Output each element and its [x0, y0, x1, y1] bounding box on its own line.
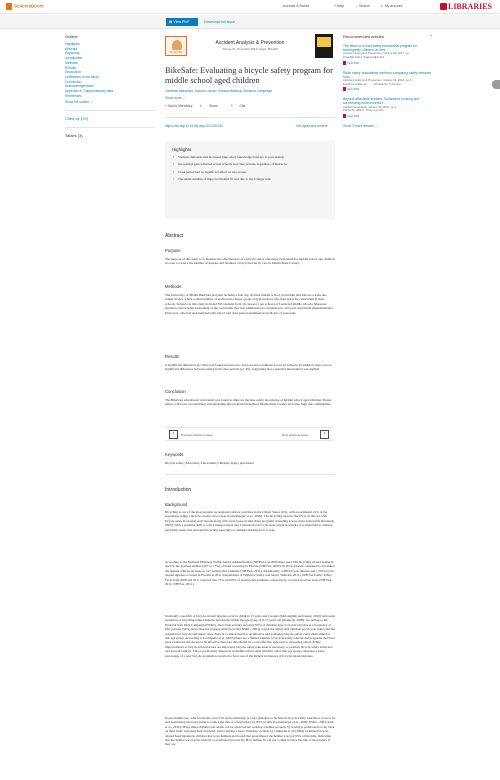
show-full-outline-link[interactable]: Show full outline ⌄: [65, 100, 93, 105]
keywords-heading: Keywords: [165, 452, 184, 457]
outline-item[interactable]: Conclusion: [65, 79, 82, 84]
outline-sidebar: [65, 34, 155, 138]
outline-item[interactable]: Abstract: [65, 46, 78, 51]
journal-header: [165, 34, 335, 60]
introduction-heading: Introduction: [165, 487, 192, 493]
outline-item[interactable]: References: [65, 93, 82, 98]
sciencedirect-logo[interactable]: ScienceDirect: [6, 3, 44, 10]
cited-by-link[interactable]: Cited by (29): [65, 116, 88, 122]
chevron-right-icon: ›: [323, 431, 326, 437]
chevron-left-icon: ‹: [172, 431, 175, 437]
user-icon: ☺: [380, 4, 384, 8]
elsevier-tree-icon: [6, 3, 12, 10]
journal-title[interactable]: Accident Analysis & Prevention: [215, 40, 285, 46]
tables-link[interactable]: Tables (3): [65, 133, 83, 139]
library-icon: [440, 3, 447, 10]
outline-item[interactable]: Keywords: [65, 51, 80, 56]
purpose-heading: Purpose: [165, 248, 181, 253]
recommended-item: [343, 44, 433, 65]
doi-link[interactable]: https://doi.org/10.1016/j.aap.2013.08.022: [165, 124, 224, 128]
outline-item[interactable]: Discussion: [65, 70, 81, 75]
share-button[interactable]: ⇪ Share: [199, 104, 218, 108]
highlight-item: • Knowledge gain achieved across schools and class periods, regardless of instructor.: [172, 162, 328, 166]
outline-item[interactable]: Results: [65, 65, 76, 70]
share-icon: ⇪: [199, 104, 203, 108]
keywords-list: Bicycle safety; Education; Curriculum; Children; Injury prevention: [165, 461, 254, 465]
methods-heading: Methods: [165, 284, 182, 289]
recommended-source: Accident Analysis & Prevention, Volume 98, 2017, pp…: [343, 51, 412, 56]
next-article-link[interactable]: Next article in issue: [282, 433, 309, 437]
pdf-icon: ▤: [169, 20, 173, 24]
outline-item[interactable]: Introduction: [65, 56, 83, 61]
recommended-authors: Kai Rove Andersen, … , Christopher S. Dreher: [343, 81, 401, 86]
recommended-source: Applied Geography, Volume 45, 2021, pp 2…: [343, 104, 400, 109]
show-more-link[interactable]: Show more ⌄: [165, 96, 186, 100]
view-pdf-link[interactable]: View PDF: [343, 114, 433, 118]
divider: [65, 110, 155, 111]
previous-article-link[interactable]: Previous article in issue: [181, 433, 213, 437]
intro-paragraph: Bicycling is one of the most popular recreational outdoor activities in the United States (US), with an estimated 41% of the population riding a bicycle at least once a year (Gottenberger et al., 2009). The bicycling trend in the US is on the rise with bicycle sales increasing each decade along with an increase in bike share programs spreading across cities nationwide (Kennedy, 2008). With a potential shift to active transportation and a national focus to increase physical activity, it is important to address the safety issues that surround bicycling especially to children learning how to ride.: [165, 510, 335, 532]
abstract-heading: Abstract: [165, 233, 184, 239]
download-issue-link[interactable]: Download full issue: [204, 20, 235, 24]
outline-item[interactable]: Methods: [65, 60, 78, 65]
outline-item[interactable]: Appendix A. Supplementary data: [65, 89, 114, 94]
article-navigation: [165, 427, 333, 441]
intro-paragraph: According to the National Highway Traffic Safety Administration (NHTSA), in 2009 there were 630 bicycling related deaths in the US, the greatest number (107 or 17%) of them occurring in Florida (NHTSA, 2009). In 2010, Florida continued to be ranked the highest with an increase to 127 pedalcyclist fatalities (NHTSA, 2011). Additionally, 2,000 bicycle injuries and 1,700 bicycle related injuries occurred in Florida in 2011 (Department of Highway Safety and Motor Vehicles, 2011). NHTSA Traffic Safety Facts from 2008 and 2011 reported that 72% and 69% of pedalcyclist fatalities, respectively, occurred in urban areas (NHTSA, 2011; NHTSA, 2011).: [165, 560, 335, 587]
recommended-title[interactable]: Beyond affordable shelters: Subsidized housing and surrounding environments f…: [343, 97, 420, 106]
results-heading: Results: [165, 354, 179, 359]
add-to-mendeley-button[interactable]: + Add to Mendeley: [165, 104, 193, 108]
highlights-heading: Highlights: [172, 147, 192, 152]
quote-icon: ❝: [230, 104, 233, 108]
recommended-source: Accident Analysis & Prevention, Volume 62, 2014, pp 1…: [343, 78, 414, 82]
author-list[interactable]: Jonathan Macarthur, Antonio Laredo, Viviana Mallorca, Susanna Campestre: [165, 89, 273, 93]
top-bar: [0, 0, 500, 14]
chevron-down-icon: ⌄: [182, 96, 186, 100]
article-actions: [165, 104, 257, 108]
elsevier-logo[interactable]: ELSEVIER: [165, 36, 187, 56]
next-article-button[interactable]: [320, 430, 329, 439]
view-pdf-link[interactable]: View PDF: [343, 61, 433, 65]
search-icon: ⌕: [356, 4, 358, 8]
previous-article-button[interactable]: [169, 430, 178, 439]
help-link[interactable]: ? Help: [334, 4, 345, 8]
libraries-badge[interactable]: LIBRARIES: [440, 2, 492, 11]
chevron-down-icon: ⌄: [89, 100, 93, 105]
recommended-authors: Tiina Riis Karut, Saarel Adjimohd: [343, 55, 384, 59]
recommended-heading: Recommended articles ⌃: [343, 34, 433, 39]
intro-paragraph: Proper helmet use, which includes correct fit and positioning, is a key principle to include in bicycle safety education. Correct fit and positioning has been found to reduce the risk of a head injury by 85% in falls (Gottenberger et al., 2008; NSKC, 2004; Kim et al., 2010). Many times children and adults can be observed not wearing a helmet properly by having it positioned too far back on their head, exposing their forehead, and/or having a loose chinstrap. A study by Gilmartin et al. (2009) examined bicycle-related head injuries in children that wore helmets and found that upon impact the helmet was lost 93% of the time, indicating that the helmet was not the right fit or positioned incorrectly. How helmet fit can put a child at twice the risk of head injury if they are: [165, 716, 335, 747]
get-rights-link[interactable]: Get rights and content: [296, 124, 328, 128]
divider: [165, 474, 335, 475]
view-pdf-link[interactable]: View PDF: [343, 87, 433, 91]
chevron-down-icon: ⌄: [374, 123, 378, 128]
methods-text: The University of Miami BikeSafe program includes a four day off-bike middle school curriculum that follows a train-the-trainer model, where a small number of staff trains a larger group of gym teachers who then teach the curriculum in their schools. Subjects in this study included 393 students from 16 classes (1 per school) at 6 selected middle schools. Measures included a knowledge assessment of the curriculum that was administered to students pre- and post-curriculum implementation. Data were collected and analyzed with school and class period examined as predictors of post-tests.: [165, 293, 334, 315]
cite-button[interactable]: ❝ Cite: [230, 104, 246, 108]
intro-paragraph: Nationally, one-fifth of bicycle-related injuries occur in children 15 years and younger (McLaughlin and Glang, 2010) with peak incidence of bicycling-related injuries and deaths within the age group of 9-15 years old (Kennedy, 2008). According to the National Safe Kids Campaign (NSKC), more than seventy percent (70%) of children ages 5-14 ride bicycles at a frequency of fifty percent (50%) more than the average adult bicyclist (NSKC, 2004). Given the ability that children are bicycle riders and the potential for bicycle and injury rates, there is a critical need for an effective and evaluated bicycle safety curriculum aimed at this age group. According to Lachapelle et al. (2003) there are a limited number of bicycle safety educational programs that have been evaluated and shown to be effective therefore this should be a cost effective approach to increasing safety. While improvements to bicycle infrastructure are important, bicycle safety education is necessary to promote bicycle safety behaviors and prevent injuries. This is particularly important in middle school aged children, since this age group comprises a large percentage of a new bicycle population reported to have one of the highest incidences of bicycle related injuries.: [165, 614, 335, 658]
highlights-box: [165, 141, 335, 219]
view-pdf-button[interactable]: ▤ View PDF: [166, 18, 198, 26]
journal-volume-info[interactable]: Volume 61, December 2013, Pages 352-360: [222, 47, 278, 51]
recommended-item: [343, 71, 433, 92]
background-heading: Background: [165, 502, 188, 507]
recommended-title[interactable]: The effect of a road safety educational program for kindergarten children on their…: [343, 44, 417, 53]
feedback-tab[interactable]: [492, 80, 500, 89]
outline-heading: Outline: [65, 34, 78, 39]
highlight-item: • Class period had no significant effect on test scores.: [172, 170, 328, 174]
journals-books-link[interactable]: Journals & Books: [282, 4, 310, 8]
recommended-authors: Patrick R. Wilson, Tracy-Lynn Ko: [343, 108, 384, 113]
conclusion-heading: Conclusion: [165, 389, 186, 394]
highlight-item: • The understanding of improved helmet fit was due to the 2-finger rule.: [172, 177, 328, 181]
conclusion-text: The BikeSafe educational curriculum was found to improve the bike safety knowledge of middle school aged children. Future efforts will focus on sustaining and expanding this program throughout Miami-Dade County and other high risk communities.: [165, 398, 332, 407]
show-more-articles-link[interactable]: Show 3 more articles ⌄: [343, 123, 378, 128]
divider: [65, 127, 155, 128]
purpose-text: The purpose of this study is to measure the effectiveness of a bicycle safety education curriculum for middle school age children in order to reduce the number of injuries and fatalities of bicyclists hit by cars in Miami-Dade County.: [165, 257, 335, 266]
search-link[interactable]: ⌕ Search: [356, 4, 371, 8]
elsevier-tree-icon: [172, 40, 182, 50]
pdf-icon: [343, 61, 346, 65]
highlight-item: • Students demonstrated increased bike safety knowledge from pre to post-testing.: [172, 155, 328, 159]
article-toolbar: [0, 15, 500, 29]
outline-item[interactable]: Highlights: [65, 42, 80, 46]
recommended-title[interactable]: Risky riding: Naturalistic methods comparing safety behavior from…: [343, 70, 432, 79]
journal-cover-image[interactable]: [315, 34, 333, 58]
results-text: A significant difference (p<.001) was found between pre- and post-test conditions across all subjects. In addition, there was no significant difference between testing from class periods (p>.05), suggesting that a standard intervention was applied.: [165, 363, 332, 372]
outline-item[interactable]: Limitations of the study: [65, 74, 99, 79]
outline-item[interactable]: Acknowledgements: [65, 84, 94, 89]
chevron-up-icon[interactable]: ⌃: [429, 34, 433, 39]
recommended-articles: [343, 34, 433, 128]
pdf-icon: [343, 87, 346, 91]
article-title: BikeSafe: Evaluating a bicycle safety program for middle school aged children: [165, 66, 333, 85]
account-link[interactable]: ☺ My account: [380, 4, 403, 8]
recommended-item: [343, 97, 433, 118]
pdf-icon: [343, 114, 346, 118]
divider: [165, 117, 335, 118]
